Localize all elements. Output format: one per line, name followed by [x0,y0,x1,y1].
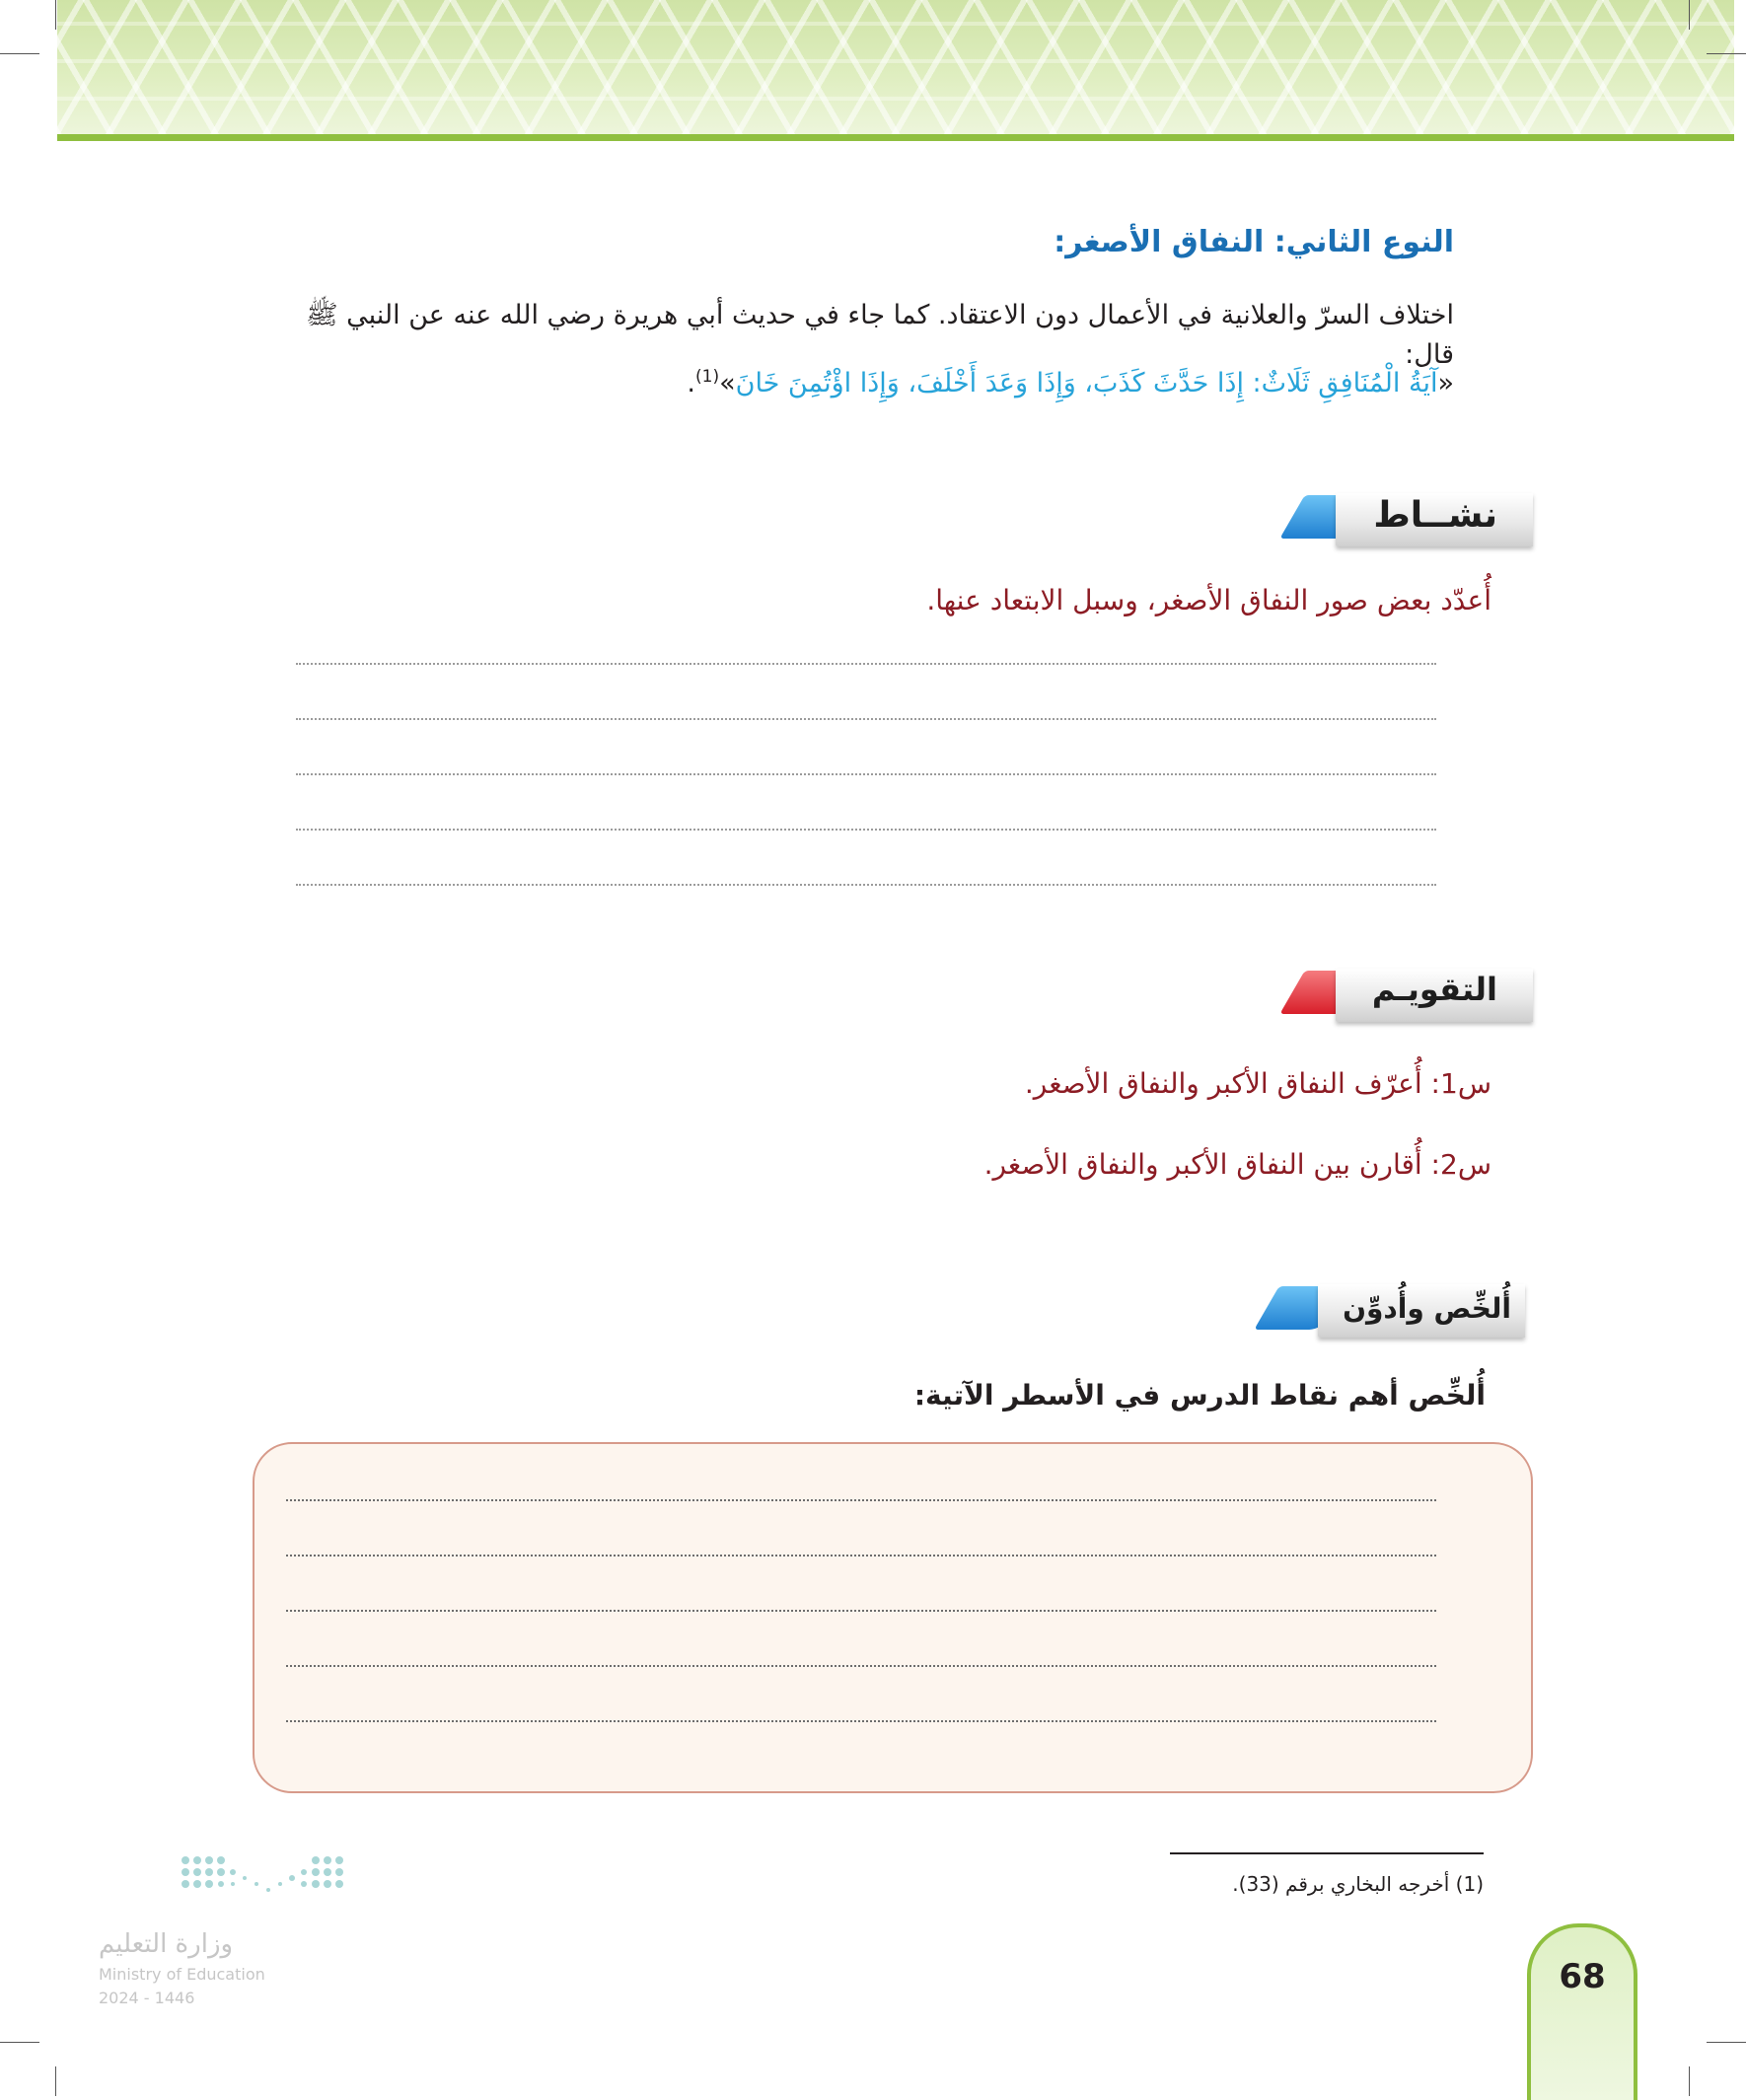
page-number-tab [1527,1923,1637,2100]
ministry-arabic-name: وزارة التعليم [99,1929,234,1959]
crop-mark [0,2042,39,2043]
summary-line[interactable] [286,1555,1436,1557]
question-1: س1: أُعرّف النفاق الأكبر والنفاق الأصغر. [1024,1067,1491,1100]
answer-line[interactable] [296,663,1436,665]
summary-line[interactable] [286,1665,1436,1667]
crop-mark [1707,53,1746,54]
hadith-line [290,357,1454,403]
hadith-open-quote: « [1437,368,1454,398]
answer-line[interactable] [296,718,1436,720]
activity-tab [1273,493,1533,554]
summary-line[interactable] [286,1610,1436,1612]
ministry-logo-icon [180,1854,349,1902]
summary-tab [1253,1284,1525,1345]
activity-prompt: أُعدّد بعض صور النفاق الأصغر، وسبل الابتعاد عنها. [926,584,1491,616]
summary-prompt: أُلخِّص أهم نقاط الدرس في الأسطر الآتية: [913,1379,1486,1412]
page-number: 68 [1559,1957,1606,1996]
answer-line[interactable] [296,829,1436,831]
hadith-close-quote: » [719,368,736,398]
crop-mark [1689,0,1690,30]
ministry-english-name: Ministry of Education [99,1965,265,1984]
ministry-year: 2024 - 1446 [99,1989,195,2007]
crop-mark [0,53,39,54]
summary-line[interactable] [286,1720,1436,1722]
evaluation-tab-label: التقويـم [1371,971,1497,1008]
footnote-reference: (1) [694,367,720,387]
question-2: س2: أُقارن بين النفاق الأكبر والنفاق الأصغر. [983,1148,1491,1181]
evaluation-tab [1273,969,1533,1030]
footnote: (1) أخرجه البخاري برقم (33). [1232,1872,1484,1896]
answer-line[interactable] [296,884,1436,886]
crop-mark [1707,2042,1746,2043]
header-divider [57,134,1734,141]
hadith-text: آيَةُ الْمُنَافِقِ ثَلَاثٌ: إِذَا حَدَّثَ كَذَبَ، وَإِذَا وَعَدَ أَخْلَفَ، وَإِذَا اؤْتُمِنَ خَانَ [735,368,1438,398]
summary-tab-label: أُلخِّص وأُدوِّن [1343,1292,1511,1325]
answer-line[interactable] [296,773,1436,775]
crop-mark [55,2066,56,2096]
summary-line[interactable] [286,1499,1436,1501]
crop-mark [1689,2066,1690,2096]
crop-mark [55,0,56,30]
activity-tab-label: نشــاط [1373,495,1497,536]
section-heading: النوع الثاني: النفاق الأصغر: [1054,225,1454,259]
footnote-rule [1170,1852,1484,1854]
end-mark: . [687,368,695,398]
summary-box [253,1442,1533,1793]
header-banner [57,0,1734,138]
definition-text: اختلاف السرّ والعلانية في الأعمال دون الاعتقاد. كما جاء في حديث أبي هريرة رضي الله عنه عن النبي ﷺ قال: [305,300,1454,370]
